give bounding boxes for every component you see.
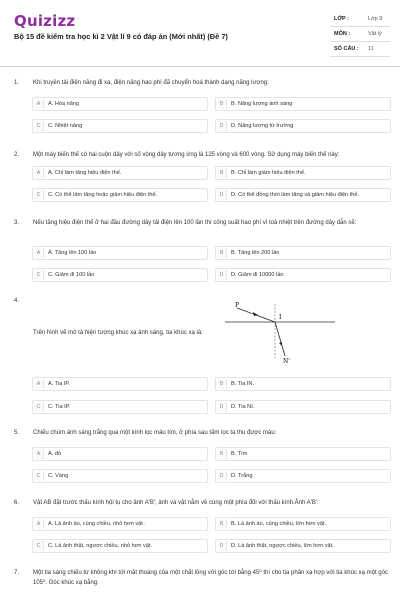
option-letter: B: [217, 168, 227, 178]
option-text: B. Chỉ làm giảm hiệu điện thế.: [231, 170, 306, 176]
option-b[interactable]: [215, 97, 391, 111]
meta-count: [330, 42, 390, 56]
refracted-arrow: [279, 342, 282, 346]
option-d[interactable]: [215, 469, 391, 483]
option-letter: D: [217, 402, 227, 412]
meta-count-value: 11: [368, 46, 374, 52]
meta-subject: [330, 27, 390, 41]
question-text: Trên hình vẽ mô tả hiện tượng khúc xạ ánh sáng, tia khúc xạ là:: [33, 330, 203, 336]
document-title: Bộ 15 đề kiểm tra học kì 2 Vật lí 9 có đáp án (Mới nhất) (Đề 7): [14, 32, 228, 41]
option-text: A. Là ảnh ảo, cùng chiều, nhỏ hơn vật .: [48, 521, 146, 527]
option-d[interactable]: [215, 188, 391, 202]
meta-divider: [330, 56, 390, 57]
option-text: C. Giảm đi 100 lần: [48, 272, 95, 278]
option-letter: C: [34, 471, 44, 481]
option-text: C. Nhiệt năng: [48, 123, 83, 129]
option-letter: D: [217, 471, 227, 481]
option-b[interactable]: [215, 246, 391, 260]
option-text: D. Tia NI.: [231, 404, 255, 410]
option-c[interactable]: [32, 119, 208, 133]
option-a[interactable]: [32, 377, 208, 391]
option-a[interactable]: [32, 517, 208, 531]
option-letter: B: [217, 519, 227, 529]
option-c[interactable]: [32, 268, 208, 282]
option-letter: B: [217, 99, 227, 109]
option-letter: C: [34, 402, 44, 412]
option-text: B. Tím: [231, 451, 248, 457]
option-text: B. Là ảnh ảo, cùng chiều, lớn hơn vật.: [231, 521, 327, 527]
option-text: D. Là ảnh thật, ngược chiều, lớn hơn vật.: [231, 543, 334, 549]
option-letter: B: [217, 248, 227, 258]
option-b[interactable]: [215, 517, 391, 531]
option-text: A. Hóa năng: [48, 101, 80, 107]
meta-class-label: LỚP :: [334, 16, 349, 22]
option-a[interactable]: [32, 447, 208, 461]
option-text: D. Giảm đi 10000 lần: [231, 272, 284, 278]
option-a[interactable]: [32, 97, 208, 111]
option-b[interactable]: [215, 447, 391, 461]
option-text: A. Chỉ làm tăng hiệu điện thế.: [48, 170, 122, 176]
question-text: Khi truyền tải điện năng đi xa, điện năng hao phí đã chuyển hoá thành dạng năng lượng:: [33, 80, 269, 86]
option-letter: A: [34, 248, 44, 258]
question-number: 7.: [14, 570, 20, 576]
page-header: [0, 0, 400, 66]
option-letter: A: [34, 168, 44, 178]
option-letter: D: [217, 541, 227, 551]
option-d[interactable]: [215, 119, 391, 133]
refraction-diagram: [225, 298, 335, 368]
option-text: B. Tia IN.: [231, 381, 255, 387]
option-b[interactable]: [215, 377, 391, 391]
option-c[interactable]: [32, 400, 208, 414]
question-text: Một tia sáng chiếu từ không khí tới mặt thoáng của một chất lỏng với góc tới bằng 45⁰ thì cho tia phản xạ hợp với tia khúc xạ một góc 105⁰. Góc khúc xạ bằng:: [33, 570, 388, 586]
option-a[interactable]: [32, 166, 208, 180]
option-text: C. Là ảnh thật, ngược chiều, nhỏ hơn vật.: [48, 543, 153, 549]
question-number: 2.: [14, 152, 20, 158]
option-text: D. Trắng: [231, 473, 253, 479]
option-letter: A: [34, 99, 44, 109]
option-text: B. Năng lượng ánh sáng: [231, 101, 293, 107]
option-letter: D: [217, 190, 227, 200]
header-divider: [0, 66, 400, 67]
option-letter: C: [34, 270, 44, 280]
question-text: Nếu tăng hiệu điện thế ở hai đầu đường dây tải điện lên 100 lần thì công suất hao phí vì toả nhiệt trên đường dây dẫn sẽ:: [33, 220, 357, 226]
option-letter: B: [217, 449, 227, 459]
option-text: C. Vàng: [48, 473, 69, 479]
meta-subject-value: Vật lý: [368, 31, 382, 37]
refracted-ray: [275, 322, 285, 356]
option-c[interactable]: [32, 539, 208, 553]
option-a[interactable]: [32, 246, 208, 260]
label-i: I: [279, 314, 282, 321]
option-letter: C: [34, 541, 44, 551]
option-letter: A: [34, 379, 44, 389]
option-letter: C: [34, 190, 44, 200]
option-letter: D: [217, 121, 227, 131]
option-d[interactable]: [215, 400, 391, 414]
option-letter: A: [34, 449, 44, 459]
meta-class: [330, 12, 390, 26]
option-text: A. Tia IP.: [48, 381, 70, 387]
quizizz-logo: Quizizz: [14, 12, 76, 30]
question-number: 1.: [14, 80, 20, 86]
question-text: Chiếu chùm ánh sáng trắng qua một kính lọc màu tím, ở phía sau tấm lọc ta thu được màu:: [33, 430, 277, 436]
option-text: D. Có thể đồng thời làm tăng và giảm hiệu điện thế.: [231, 192, 360, 198]
question-number: 3.: [14, 220, 20, 226]
option-letter: D: [217, 270, 227, 280]
option-text: D. Năng lượng từ trường: [231, 123, 294, 129]
option-c[interactable]: [32, 188, 208, 202]
question-number: 6.: [14, 500, 20, 506]
meta-class-value: Lớp 9: [368, 16, 383, 22]
option-text: C. Tia IP.: [48, 404, 71, 410]
option-text: B. Tăng lên 200 lần: [231, 250, 280, 256]
question-text: Vật AB đặt trước thấu kính hội tụ cho ảnh A'B'; ảnh và vật nằm về cùng một phía đối với thấu kính.Ảnh A'B':: [33, 500, 319, 506]
label-n: N': [283, 358, 290, 365]
question-number: 5.: [14, 430, 20, 436]
option-text: A. Tăng lên 100 lần: [48, 250, 97, 256]
option-text: C. Có thể làm tăng hoặc giảm hiệu điện thế.: [48, 192, 158, 198]
meta-subject-label: MÔN :: [334, 31, 351, 37]
option-letter: B: [217, 379, 227, 389]
option-c[interactable]: [32, 469, 208, 483]
option-d[interactable]: [215, 539, 391, 553]
question-number: 4.: [14, 298, 20, 304]
meta-count-label: SỐ CÂU :: [334, 46, 359, 52]
option-d[interactable]: [215, 268, 391, 282]
option-text: A. đỏ: [48, 451, 62, 457]
option-b[interactable]: [215, 166, 391, 180]
label-p: P: [235, 302, 240, 309]
question-text: Một máy biến thế có hai cuộn dây với số vòng dây tương ứng là 125 vòng và 600 vòng. Sử dụng máy biến thế này:: [33, 152, 340, 158]
option-letter: A: [34, 519, 44, 529]
option-letter: C: [34, 121, 44, 131]
